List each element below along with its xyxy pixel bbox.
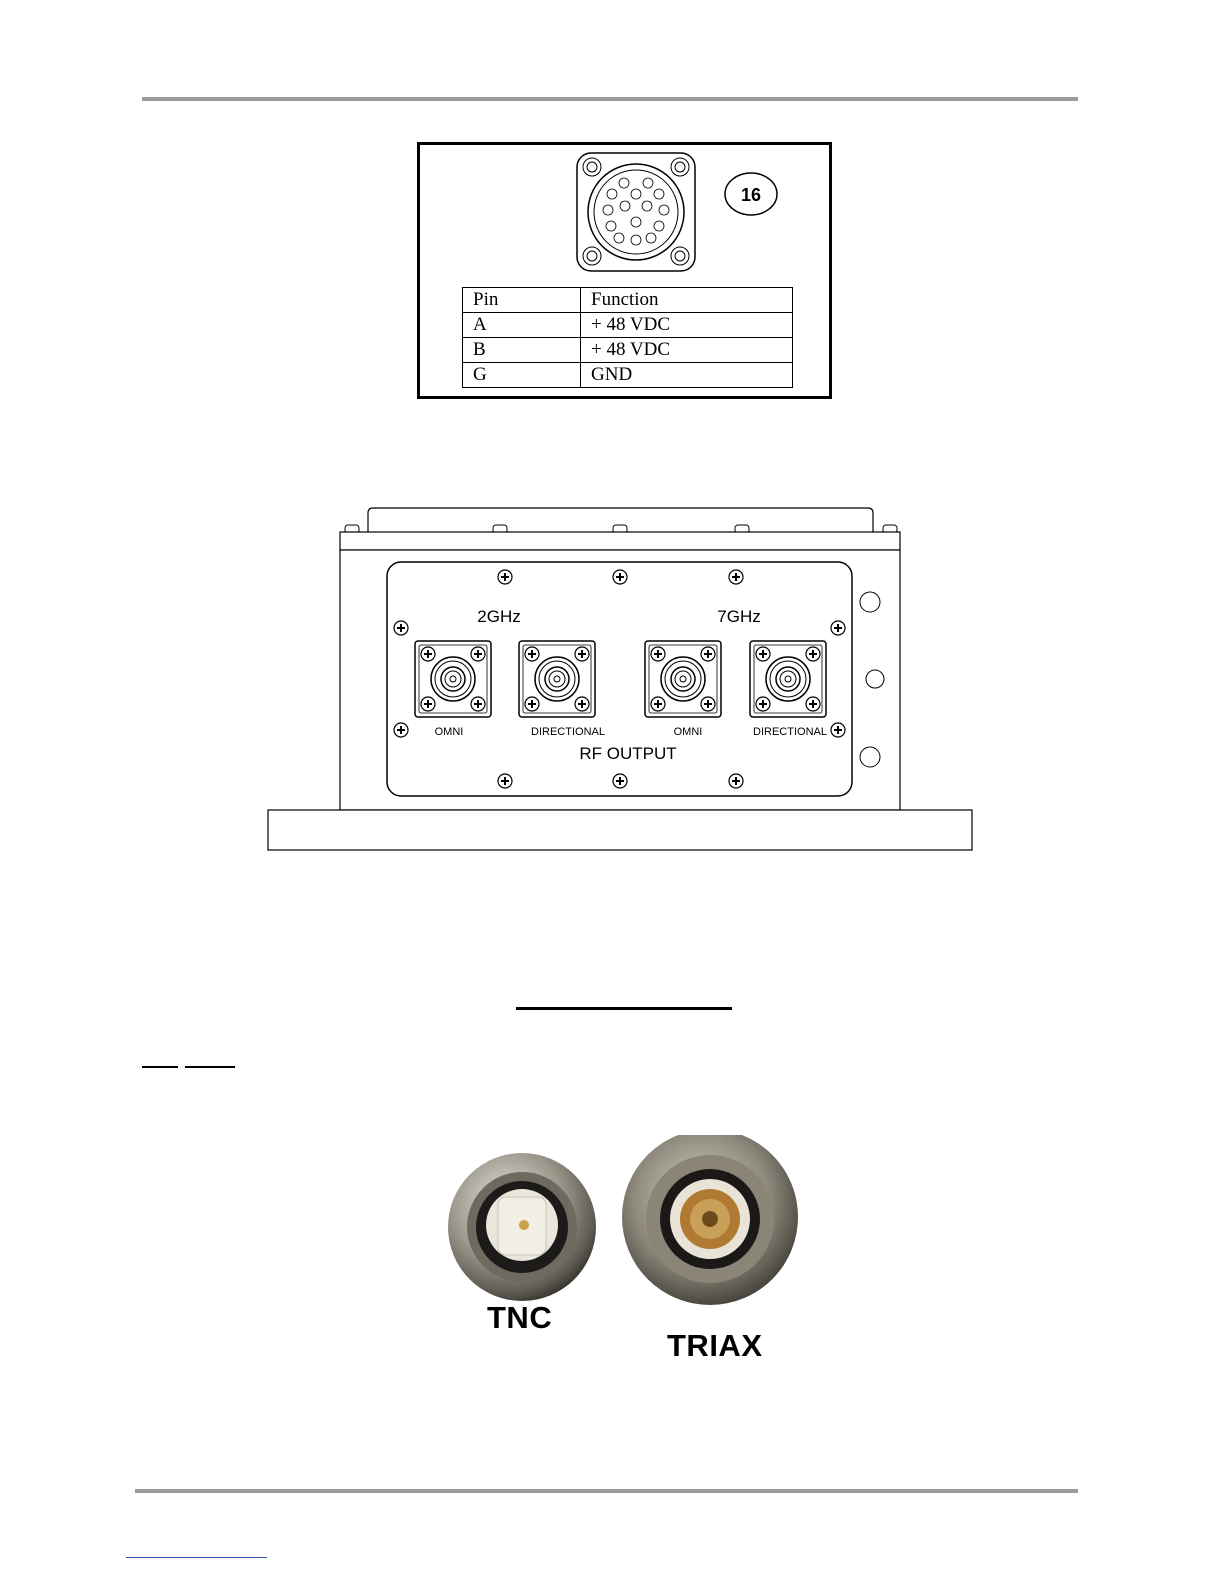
triax-connector-image [622, 1135, 798, 1305]
function-cell: + 48 VDC [581, 313, 793, 338]
port-label: DIRECTIONAL [531, 726, 605, 738]
rf-output-panel-drawing [265, 505, 975, 855]
function-header: Function [581, 288, 793, 313]
power-connector-figure [417, 142, 832, 399]
table-row [463, 338, 793, 363]
directional-2ghz-port [519, 641, 595, 717]
pin-header: Pin [463, 288, 581, 313]
port-label: OMNI [673, 726, 703, 738]
circular-connector-drawing [575, 150, 815, 280]
table-row [463, 363, 793, 388]
function-cell: + 48 VDC [581, 338, 793, 363]
subheading-underline [142, 1066, 178, 1068]
directional-7ghz-port [750, 641, 826, 717]
header-rule [142, 97, 1078, 101]
subheading-underline [185, 1066, 235, 1068]
connector-photo [440, 1135, 810, 1305]
port-label: DIRECTIONAL [753, 726, 827, 738]
port-label: OMNI [434, 726, 464, 738]
table-header-row [463, 288, 793, 313]
tnc-label: TNC [487, 1300, 553, 1335]
tnc-connector-image [448, 1153, 596, 1301]
pin-cell: A [463, 313, 581, 338]
pin-cell: B [463, 338, 581, 363]
band-2ghz-label: 2GHz [477, 607, 521, 626]
footer-link-underline[interactable] [126, 1557, 267, 1558]
pin-function-table [462, 287, 793, 388]
band-7ghz-label: 7GHz [717, 607, 761, 626]
section-heading-underline [516, 1007, 732, 1010]
connector-badge: 16 [740, 185, 762, 205]
rf-output-label: RF OUTPUT [579, 744, 677, 763]
function-cell: GND [581, 363, 793, 388]
omni-2ghz-port [415, 641, 491, 717]
triax-label: TRIAX [667, 1328, 763, 1363]
omni-7ghz-port [645, 641, 721, 717]
pin-cell: G [463, 363, 581, 388]
table-row [463, 313, 793, 338]
footer-rule [135, 1489, 1078, 1493]
